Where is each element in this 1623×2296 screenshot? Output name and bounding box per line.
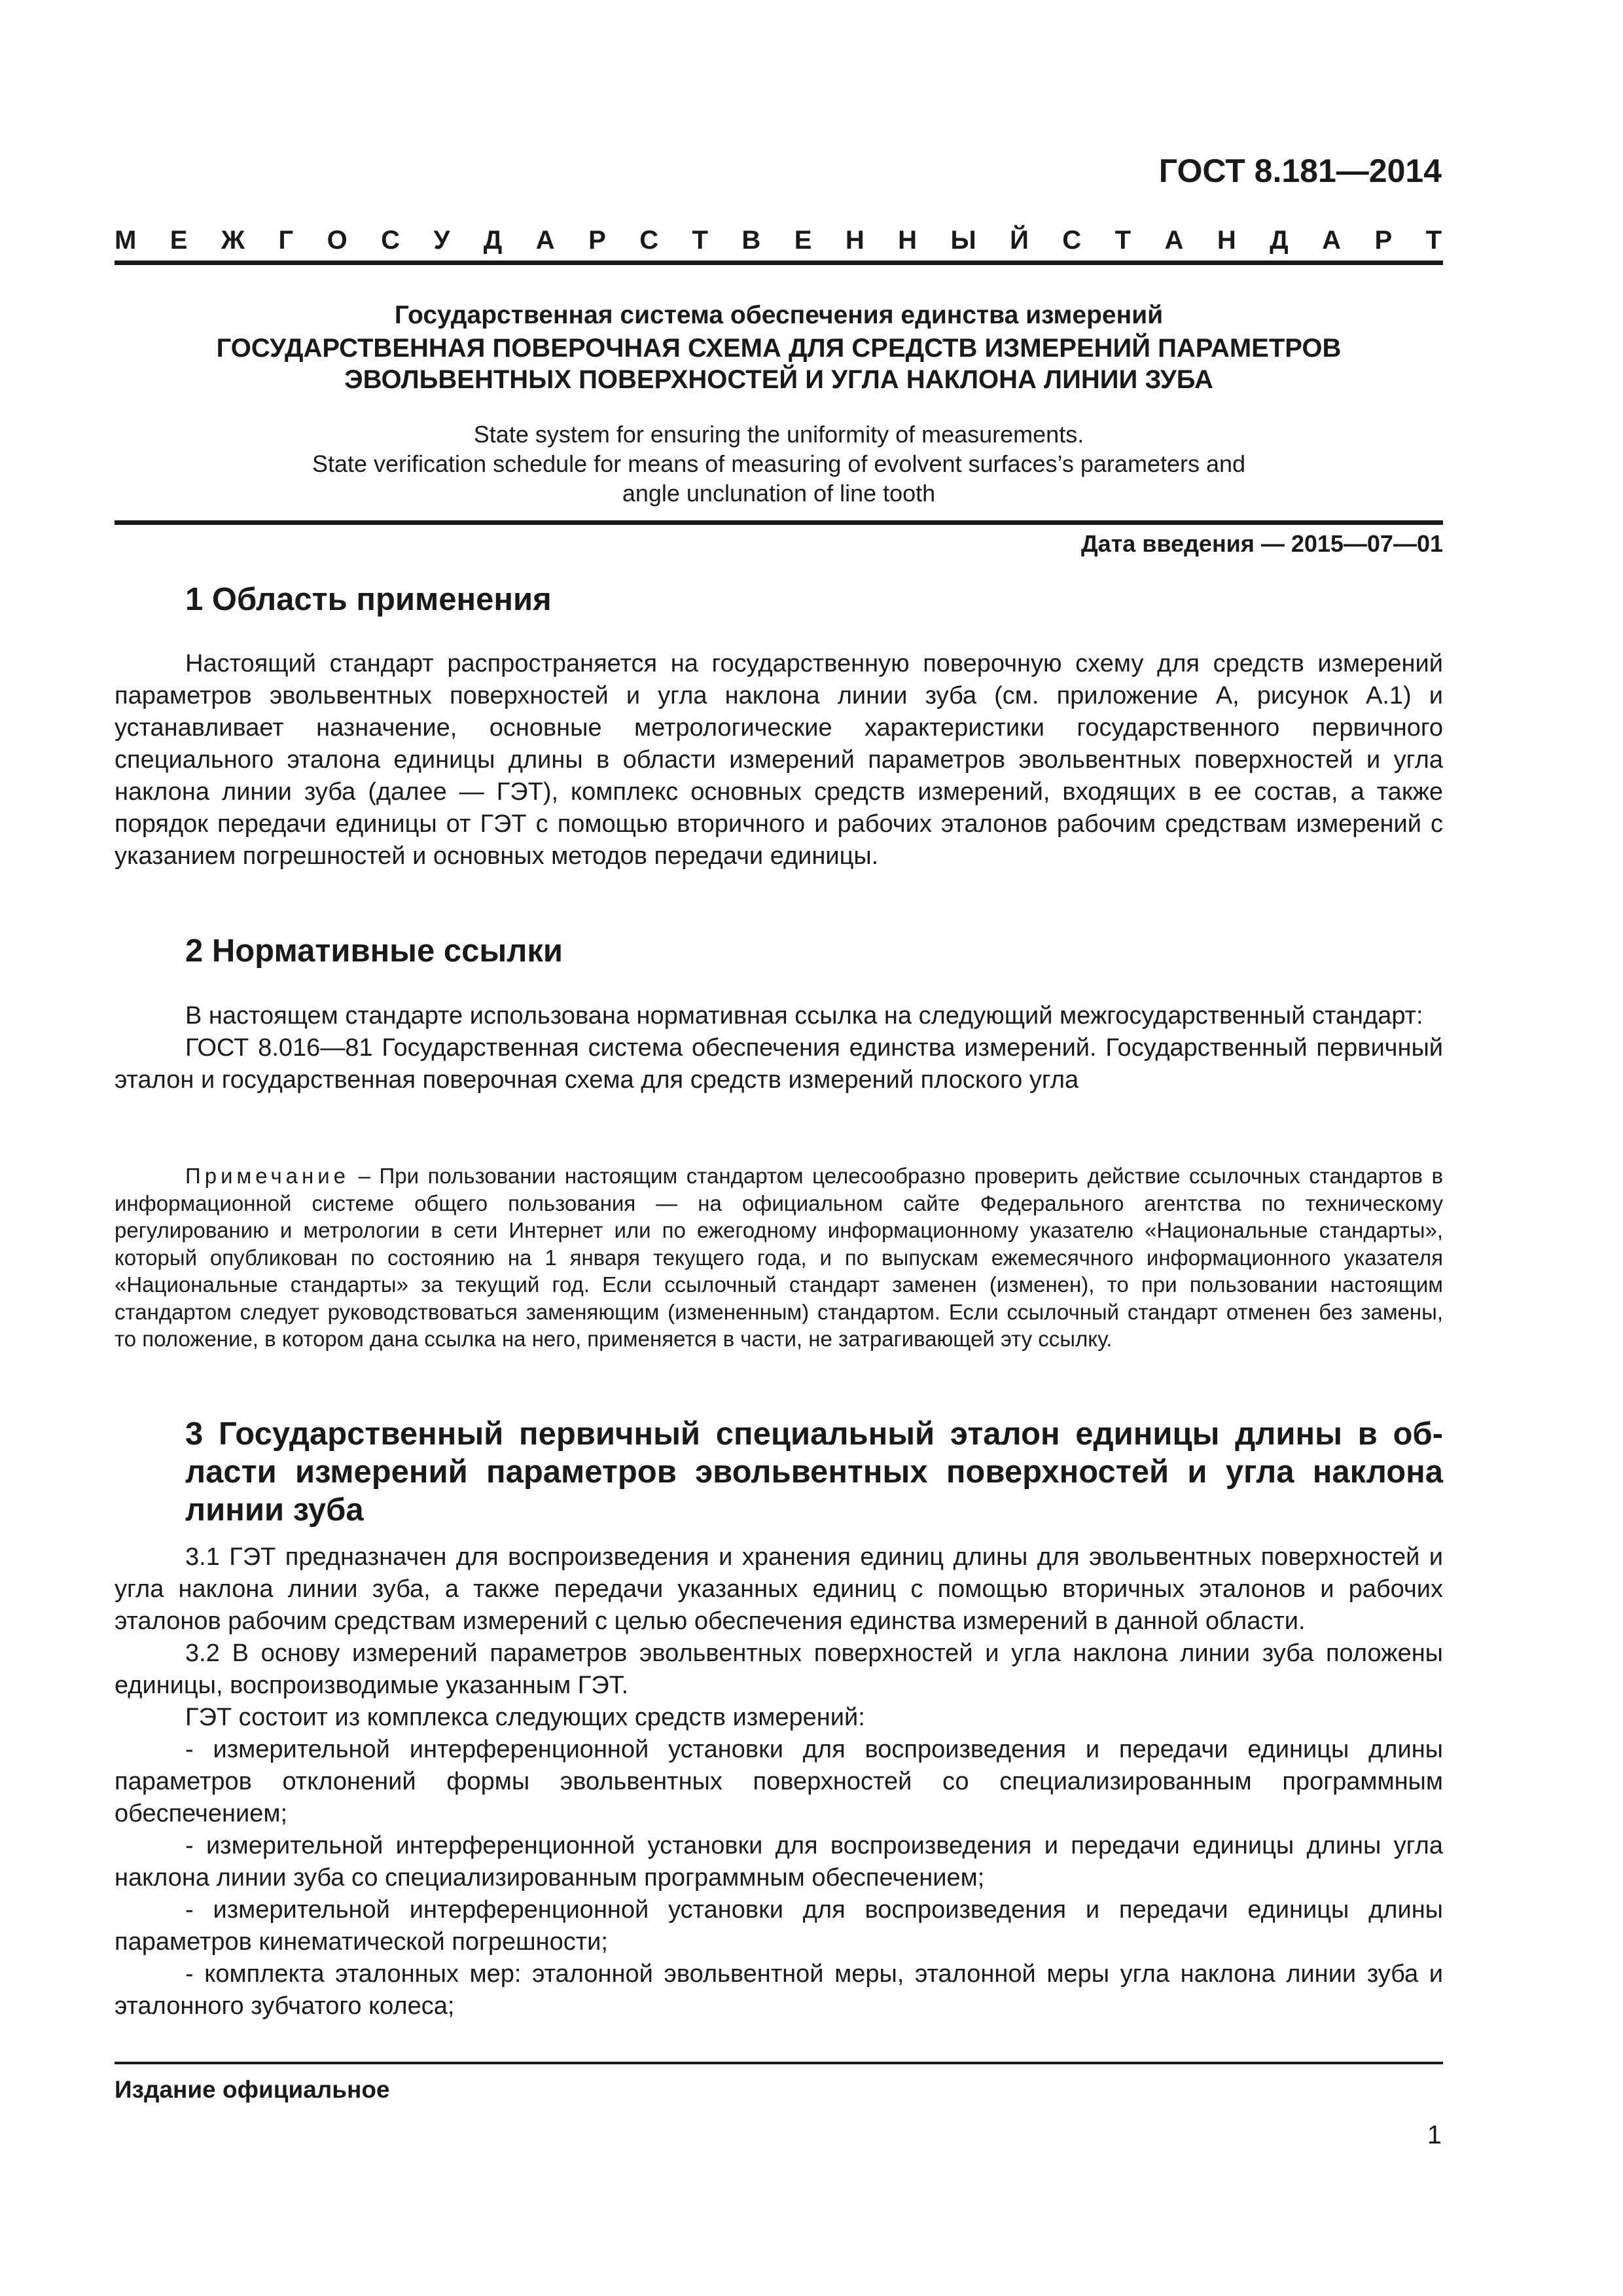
section-1-paragraph: Настоящий стандарт распространяется на государственную поверочную схему для средств измерений параметров эвольвентных поверхностей и угла наклона линии зуба (см. приложение А, рисунок А.1) и устанавливает назначение, основные метрологические характеристики государственного первичного специального эталона единицы длины в области измерений параметров эвольвентных поверхностей и угла наклона линии зуба (далее — ГЭТ), комплекс основных средств измерений, входящих в ее состав, а также порядок передачи единицы от ГЭТ с помощью вторичного и рабочих эталонов рабочим средствам измерений с указанием погрешностей и основных методов передачи единицы. [115,650,1443,870]
section-3-body [115,1541,1443,2022]
list-item-2: - измерительной интерференционной установки для воспроизведения и передачи единицы длины угла наклона линии зуба со специализированным программным обеспечением; [115,1832,1443,1892]
introduction-date: Дата введения — 2015—07—01 [1080,530,1443,557]
title-english-line-3: angle unclunation of line tooth [622,480,936,507]
section-3-heading: 3 Государственный первичный специальный эталон единицы длины в области измерений параметров эвольвентных поверхностей и угла наклона линии зуба [185,1416,1443,1528]
list-item-1: - измерительной интерференционной установки для воспроизведения и передачи единицы длины параметров отклонений формы эвольвентных поверхностей со специализированным программным обеспечением; [115,1736,1443,1827]
footer-divider [115,2062,1443,2064]
title-main-line-1: ГОСУДАРСТВЕННАЯ ПОВЕРОЧНАЯ СХЕМА ДЛЯ СРЕДСТВ ИЗМЕРЕНИЙ ПАРАМЕТРОВ [216,334,1342,363]
title-divider [115,520,1443,525]
header-divider [115,260,1443,265]
note-text: – При пользовании настоящим стандартом целесообразно проверить действие ссылочных стандартов в информационной системе общего пользования — на официальном сайте Федерального агентства по техническому регулированию и метрологии в сети Интернет или по ежегодному информационному указателю «Национальные стандарты», который опубликован по состоянию на 1 января текущего года, и по выпускам ежемесячного информационного указателя «Национальные стандарты» за текущий год. Если ссылочный стандарт заменен (изменен), то при пользовании настоящим стандартом следует руководствоваться заменяющим (измененным) стандартом. Если ссылочный стандарт отменен без замены, то положение, в котором дана ссылка на него, применяется в части, не затрагивающей эту ссылку. [115,1164,1443,1351]
section-2-paragraph-2: ГОСТ 8.016—81 Государственная система обеспечения единства измерений. Государственный первичный эталон и государственная поверочная схема для средств измерений плоского угла [115,1034,1443,1094]
note-paragraph [115,1162,1443,1353]
section-1-heading: 1 Область применения [185,582,552,617]
section-2-heading: 2 Нормативные ссылки [185,933,563,969]
document-number: ГОСТ 8.181—2014 [1158,152,1442,189]
list-intro: ГЭТ состоит из комплекса следующих средств измерений: [185,1704,865,1731]
standard-type-title: М Е Ж Г О С У Д А Р С Т В Е Н Н Ы Й С Т А Н Д А Р Т [115,226,1442,255]
title-english-line-2: State verification schedule for means of measuring of evolvent surfaces’s parameters and [312,450,1246,477]
section-2-paragraph-1: В настоящем стандарте использована нормативная ссылка на следующий межгосударственный стандарт: [185,1002,1423,1030]
list-item-3: - измерительной интерференционной установки для воспроизведения и передачи единицы длины параметров кинематической погрешности; [115,1896,1443,1956]
page-number: 1 [1427,2121,1442,2149]
section-2-body [115,1000,1443,1096]
title-main-line-2: ЭВОЛЬВЕНТНЫХ ПОВЕРХНОСТЕЙ И УГЛА НАКЛОНА ЛИНИИ ЗУБА [344,365,1213,394]
note-label: Примечание [185,1164,350,1188]
title-english-line-1: State system for ensuring the uniformity of measurements. [473,421,1084,448]
note-block [115,1162,1443,1353]
paragraph-3-2: 3.2 В основу измерений параметров эвольвентных поверхностей и угла наклона линии зуба положены единицы, воспроизводимые указанным ГЭТ. [115,1640,1443,1699]
edition-label: Издание официальное [115,2076,390,2103]
list-item-4: - комплекта эталонных мер: эталонной эвольвентной меры, эталонной меры угла наклона линии зуба и эталонного зубчатого колеса; [115,1960,1443,2020]
paragraph-3-1: 3.1 ГЭТ предназначен для воспроизведения и хранения единиц длины для эвольвентных поверхностей и угла наклона линии зуба, а также передачи указанных единиц с помощью вторичных эталонов и рабочих эталонов рабочим средствам измерений с целью обеспечения единства измерений в данной области. [115,1543,1443,1635]
title-system-line: Государственная система обеспечения единства измерений [394,301,1164,329]
